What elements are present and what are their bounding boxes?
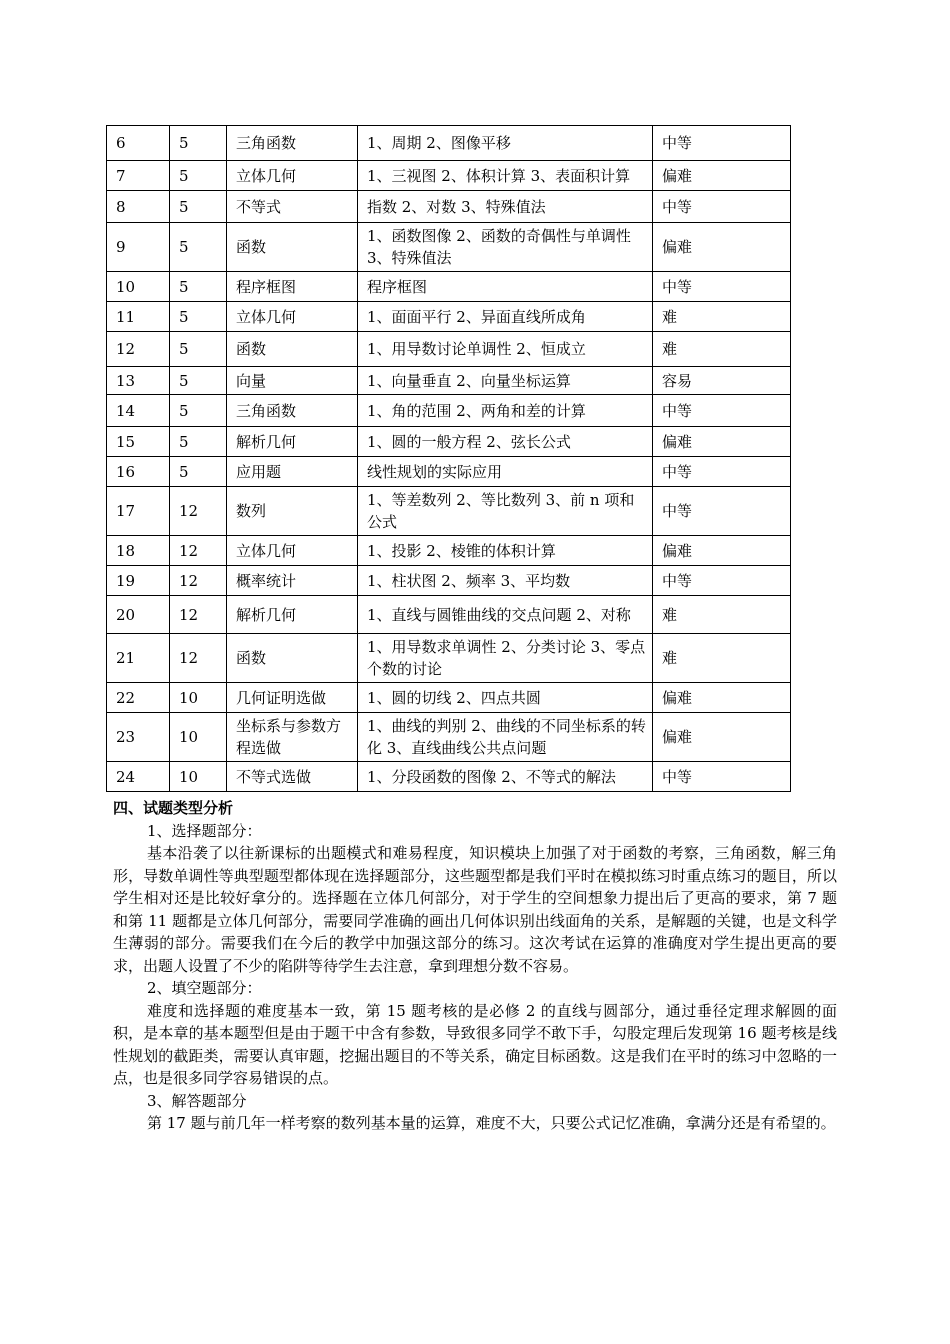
cell-difficulty: 中等 (653, 762, 791, 792)
analysis-section (113, 797, 837, 1135)
cell-knowledge-points: 1、向量垂直 2、向量坐标运算 (358, 367, 653, 395)
table-row (107, 302, 791, 332)
cell-difficulty: 中等 (653, 272, 791, 302)
cell-difficulty: 难 (653, 596, 791, 634)
cell-question-no: 12 (107, 332, 170, 367)
cell-module: 解析几何 (227, 427, 358, 457)
cell-knowledge-points: 1、用导数求单调性 2、分类讨论 3、零点个数的讨论 (358, 634, 653, 683)
cell-knowledge-points: 1、角的范围 2、两角和差的计算 (358, 395, 653, 427)
table-row (107, 427, 791, 457)
cell-difficulty: 难 (653, 302, 791, 332)
cell-score: 5 (170, 427, 227, 457)
cell-difficulty: 偏难 (653, 161, 791, 191)
table-row (107, 395, 791, 427)
cell-question-no: 10 (107, 272, 170, 302)
cell-module: 解析几何 (227, 596, 358, 634)
subsection-title-fill: 2、填空题部分： (147, 979, 262, 997)
cell-knowledge-points: 1、面面平行 2、异面直线所成角 (358, 302, 653, 332)
table-row (107, 332, 791, 367)
cell-question-no: 20 (107, 596, 170, 634)
table-row (107, 191, 791, 223)
cell-knowledge-points: 线性规划的实际应用 (358, 457, 653, 487)
cell-question-no: 19 (107, 566, 170, 596)
cell-module: 向量 (227, 367, 358, 395)
paragraph-fill: 难度和选择题的难度基本一致，第 15 题考核的是必修 2 的直线与圆部分，通过垂径定理求解圆的面积，是本章的基本题型但是由于题干中含有参数，导致很多同学不敢下手，勾股定理后发现第 16 题考核是线性规划的截距类，需要认真审题，挖掘出题目的不等关系，确定目标函数。这是我们在平时的练习中忽略的一点，也是很多同学容易错误的点。 (113, 1001, 837, 1087)
table-row (107, 713, 791, 762)
cell-score: 10 (170, 713, 227, 762)
cell-score: 5 (170, 223, 227, 272)
cell-module: 不等式选做 (227, 762, 358, 792)
table-row (107, 272, 791, 302)
cell-module: 三角函数 (227, 126, 358, 161)
table-row (107, 536, 791, 566)
cell-score: 5 (170, 395, 227, 427)
cell-module: 立体几何 (227, 161, 358, 191)
cell-knowledge-points: 1、柱状图 2、频率 3、平均数 (358, 566, 653, 596)
cell-score: 5 (170, 302, 227, 332)
exam-analysis-table (106, 125, 791, 792)
cell-score: 12 (170, 596, 227, 634)
table-row (107, 126, 791, 161)
cell-knowledge-points: 1、曲线的判别 2、曲线的不同坐标系的转化 3、直线曲线公共点问题 (358, 713, 653, 762)
cell-knowledge-points: 1、等差数列 2、等比数列 3、前 n 项和公式 (358, 487, 653, 536)
cell-difficulty: 中等 (653, 191, 791, 223)
cell-score: 12 (170, 566, 227, 596)
cell-question-no: 21 (107, 634, 170, 683)
cell-question-no: 15 (107, 427, 170, 457)
table-row (107, 596, 791, 634)
cell-question-no: 18 (107, 536, 170, 566)
cell-knowledge-points: 程序框图 (358, 272, 653, 302)
cell-difficulty: 难 (653, 634, 791, 683)
subsection-title-choice: 1、选择题部分： (147, 821, 262, 840)
cell-question-no: 23 (107, 713, 170, 762)
cell-knowledge-points: 1、分段函数的图像 2、不等式的解法 (358, 762, 653, 792)
cell-module: 三角函数 (227, 395, 358, 427)
cell-score: 12 (170, 487, 227, 536)
table-row (107, 487, 791, 536)
cell-question-no: 16 (107, 457, 170, 487)
cell-score: 12 (170, 634, 227, 683)
table-body (107, 126, 791, 792)
cell-score: 5 (170, 191, 227, 223)
cell-knowledge-points: 1、用导数讨论单调性 2、恒成立 (358, 332, 653, 367)
cell-module: 程序框图 (227, 272, 358, 302)
cell-difficulty: 偏难 (653, 713, 791, 762)
section-heading: 四、试题类型分析 (113, 799, 234, 817)
cell-score: 5 (170, 457, 227, 487)
cell-knowledge-points: 1、直线与圆锥曲线的交点问题 2、对称 (358, 596, 653, 634)
cell-score: 5 (170, 161, 227, 191)
cell-difficulty: 偏难 (653, 536, 791, 566)
cell-module: 坐标系与参数方程选做 (227, 713, 358, 762)
cell-score: 12 (170, 536, 227, 566)
paragraph-answer: 第 17 题与前几年一样考察的数列基本量的运算，难度不大，只要公式记忆准确，拿满分还是有希望的。 (147, 1114, 836, 1132)
cell-module: 函数 (227, 332, 358, 367)
table-row (107, 161, 791, 191)
cell-question-no: 17 (107, 487, 170, 536)
cell-module: 函数 (227, 223, 358, 272)
cell-knowledge-points: 1、三视图 2、体积计算 3、表面积计算 (358, 161, 653, 191)
cell-difficulty: 容易 (653, 367, 791, 395)
cell-question-no: 7 (107, 161, 170, 191)
table-row (107, 683, 791, 713)
cell-score: 10 (170, 683, 227, 713)
table-row (107, 367, 791, 395)
cell-knowledge-points: 指数 2、对数 3、特殊值法 (358, 191, 653, 223)
cell-question-no: 11 (107, 302, 170, 332)
cell-difficulty: 中等 (653, 457, 791, 487)
cell-question-no: 14 (107, 395, 170, 427)
paragraph-choice: 基本沿袭了以往新课标的出题模式和难易程度，知识模块上加强了对于函数的考察，三角函数，解三角形，导数单调性等典型题型都体现在选择题部分，这些题型都是我们平时在模拟练习时重点练习的题目，所以学生相对还是比较好拿分的。选择题在立体几何部分，对于学生的空间想象力提出后了更高的要求，第 7 题和第 11 题都是立体几何部分，需要同学准确的画出几何体识别出线面角的关系，是解题的关键，也是文科学生薄弱的部分。需要我们在今后的教学中加强这部分的练习。这次考试在运算的准确度对学生提出更高的要求，出题人设置了不少的陷阱等待学生去注意，拿到理想分数不容易。 (113, 844, 837, 975)
cell-score: 5 (170, 332, 227, 367)
cell-question-no: 22 (107, 683, 170, 713)
cell-difficulty: 中等 (653, 395, 791, 427)
cell-difficulty: 难 (653, 332, 791, 367)
cell-score: 5 (170, 272, 227, 302)
cell-question-no: 9 (107, 223, 170, 272)
cell-knowledge-points: 1、投影 2、棱锥的体积计算 (358, 536, 653, 566)
cell-difficulty: 偏难 (653, 223, 791, 272)
cell-difficulty: 偏难 (653, 427, 791, 457)
cell-difficulty: 偏难 (653, 683, 791, 713)
cell-module: 立体几何 (227, 302, 358, 332)
cell-module: 应用题 (227, 457, 358, 487)
cell-module: 立体几何 (227, 536, 358, 566)
cell-knowledge-points: 1、圆的切线 2、四点共圆 (358, 683, 653, 713)
table-row (107, 457, 791, 487)
cell-score: 5 (170, 126, 227, 161)
table-row (107, 223, 791, 272)
subsection-title-answer: 3、解答题部分 (147, 1091, 247, 1110)
cell-knowledge-points: 1、函数图像 2、函数的奇偶性与单调性 3、特殊值法 (358, 223, 653, 272)
table-row (107, 566, 791, 596)
cell-difficulty: 中等 (653, 566, 791, 596)
cell-question-no: 6 (107, 126, 170, 161)
cell-module: 概率统计 (227, 566, 358, 596)
cell-question-no: 13 (107, 367, 170, 395)
cell-module: 几何证明选做 (227, 683, 358, 713)
cell-module: 不等式 (227, 191, 358, 223)
cell-difficulty: 中等 (653, 487, 791, 536)
cell-score: 10 (170, 762, 227, 792)
table-row (107, 634, 791, 683)
table-row (107, 762, 791, 792)
cell-question-no: 24 (107, 762, 170, 792)
cell-module: 数列 (227, 487, 358, 536)
cell-difficulty: 中等 (653, 126, 791, 161)
cell-score: 5 (170, 367, 227, 395)
cell-knowledge-points: 1、圆的一般方程 2、弦长公式 (358, 427, 653, 457)
cell-question-no: 8 (107, 191, 170, 223)
cell-module: 函数 (227, 634, 358, 683)
cell-knowledge-points: 1、周期 2、图像平移 (358, 126, 653, 161)
